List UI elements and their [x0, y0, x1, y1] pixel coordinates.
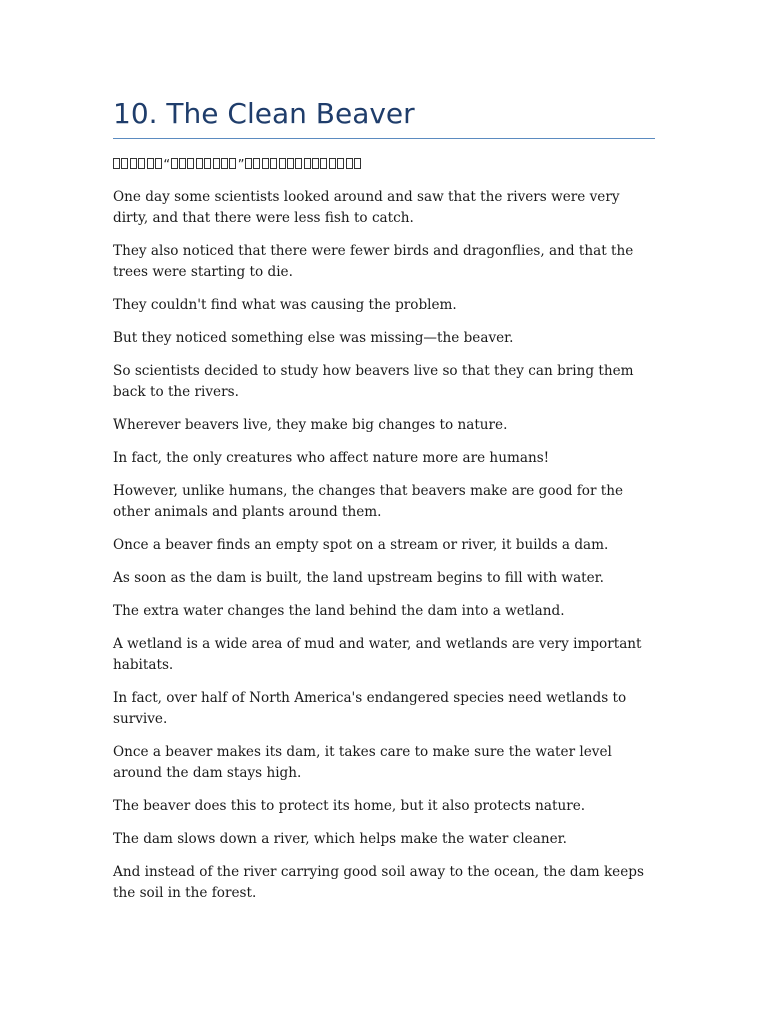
body-paragraph: The beaver does this to protect its home, but it also protects nature.: [113, 798, 586, 814]
missing-glyph-box: [329, 158, 336, 169]
body-paragraph: The extra water changes the land behind the dam into a wetland.: [113, 603, 565, 619]
body-paragraph: The dam slows down a river, which helps make the water cleaner.: [113, 831, 567, 847]
body-paragraph: In fact, over half of North America's endangered species need wetlands to survive.: [113, 690, 627, 727]
missing-glyph-box: [312, 158, 319, 169]
body-paragraph: However, unlike humans, the changes that beavers make are good for the other animals and plants around them.: [113, 483, 624, 520]
missing-glyph-box: [320, 158, 327, 169]
missing-glyph-box: [337, 158, 344, 169]
missing-glyph-box: [113, 158, 120, 169]
body-paragraph: Once a beaver finds an empty spot on a stream or river, it builds a dam.: [113, 537, 609, 553]
missing-glyph-box: [204, 158, 211, 169]
missing-glyph-box: [187, 158, 194, 169]
missing-glyph-box: [155, 158, 162, 169]
subtitle-close-quote: ”: [237, 157, 245, 173]
missing-glyph-box: [245, 158, 252, 169]
missing-glyph-box: [304, 158, 311, 169]
document-title: 10. The Clean Beaver: [113, 97, 415, 130]
body-paragraph: In fact, the only creatures who affect nature more are humans!: [113, 450, 550, 466]
body-paragraph: But they noticed something else was missing—the beaver.: [113, 330, 514, 346]
missing-glyph-box: [295, 158, 302, 169]
missing-glyph-box: [130, 158, 137, 169]
missing-glyph-box: [196, 158, 203, 169]
missing-glyph-box: [279, 158, 286, 169]
body-paragraph: A wetland is a wide area of mud and water, and wetlands are very important habitats.: [113, 636, 642, 673]
missing-glyph-box: [229, 158, 236, 169]
body-paragraph: As soon as the dam is built, the land upstream begins to fill with water.: [113, 570, 605, 586]
document-body: [113, 187, 655, 904]
title-underline-rule: [113, 138, 655, 139]
document-page: [113, 96, 655, 916]
document-subtitle: [113, 155, 655, 175]
missing-glyph-box: [213, 158, 220, 169]
body-paragraph: And instead of the river carrying good soil away to the ocean, the dam keeps the soil in the forest.: [113, 864, 644, 901]
subtitle-prefix-glyphs: [113, 158, 163, 173]
missing-glyph-box: [138, 158, 145, 169]
missing-glyph-box: [253, 158, 260, 169]
subtitle-suffix-glyphs: [245, 158, 362, 173]
missing-glyph-box: [287, 158, 294, 169]
missing-glyph-box: [262, 158, 269, 169]
missing-glyph-box: [147, 158, 154, 169]
subtitle-open-quote: “: [163, 157, 171, 173]
body-paragraph: One day some scientists looked around and saw that the rivers were very dirty, and that there were less fish to catch.: [113, 189, 620, 226]
missing-glyph-box: [221, 158, 228, 169]
missing-glyph-box: [179, 158, 186, 169]
missing-glyph-box: [171, 158, 178, 169]
missing-glyph-box: [354, 158, 361, 169]
missing-glyph-box: [121, 158, 128, 169]
body-paragraph: They couldn't find what was causing the problem.: [113, 297, 457, 313]
body-paragraph: They also noticed that there were fewer birds and dragonflies, and that the trees were starting to die.: [113, 243, 634, 280]
missing-glyph-box: [346, 158, 353, 169]
subtitle-quoted-glyphs: [171, 158, 238, 173]
body-paragraph: Wherever beavers live, they make big changes to nature.: [113, 417, 508, 433]
missing-glyph-box: [270, 158, 277, 169]
body-paragraph: Once a beaver makes its dam, it takes care to make sure the water level around the dam stays high.: [113, 744, 612, 781]
body-paragraph: So scientists decided to study how beavers live so that they can bring them back to the rivers.: [113, 363, 634, 400]
